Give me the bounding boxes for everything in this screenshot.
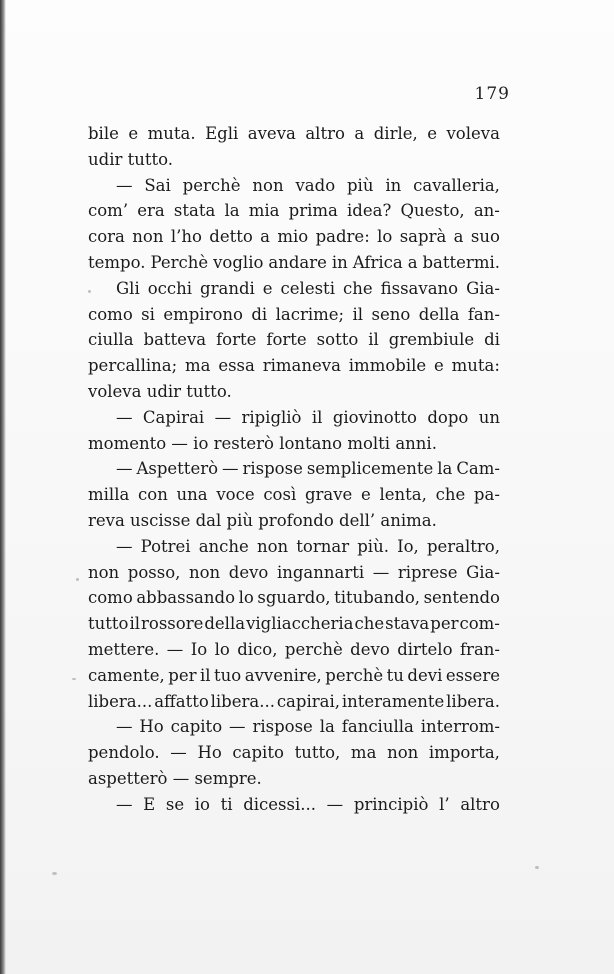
- word: interamente: [341, 691, 445, 711]
- word: milla: [88, 485, 130, 505]
- word: —: [372, 562, 390, 582]
- word: anche: [198, 536, 249, 556]
- word: —: [214, 407, 232, 427]
- word: vado: [295, 175, 336, 195]
- text-line: [88, 637, 500, 663]
- word: Io,: [397, 536, 419, 556]
- word: per: [430, 614, 459, 634]
- word: tutto,: [294, 743, 341, 763]
- word: fran-: [459, 639, 500, 659]
- word: Gli: [116, 278, 140, 298]
- word: voglio: [213, 252, 264, 272]
- word: Africa: [352, 252, 403, 272]
- text-line: voleva udir tutto.: [88, 381, 232, 401]
- word: lenta,: [379, 485, 427, 505]
- word: dico,: [237, 639, 278, 659]
- text-line: [88, 689, 500, 715]
- word: rispose: [242, 459, 303, 479]
- word: ma: [350, 743, 377, 763]
- word: fissavano: [380, 278, 459, 298]
- word: non: [252, 175, 284, 195]
- text-line: [88, 327, 500, 353]
- body-text: [88, 121, 500, 818]
- word: che: [435, 485, 466, 505]
- word: la: [224, 201, 240, 221]
- word: non: [387, 743, 419, 763]
- text-line: [88, 353, 500, 379]
- word: voleva: [446, 124, 500, 143]
- word: cavalleria,: [413, 175, 500, 195]
- word: peraltro,: [426, 536, 500, 556]
- word: a: [407, 252, 418, 272]
- word: —: [116, 717, 133, 737]
- word: celesti: [280, 278, 335, 298]
- paper-speck: [76, 578, 79, 581]
- word: sentendo: [423, 588, 500, 608]
- word: stava: [385, 614, 430, 634]
- word: detto: [209, 227, 253, 247]
- word: libera.: [446, 691, 500, 711]
- word: Gia-: [466, 278, 500, 298]
- word: mettere.: [88, 639, 160, 659]
- word: se: [165, 794, 185, 814]
- page-spine-shadow: [0, 0, 6, 974]
- word: io: [194, 794, 210, 814]
- word: prima: [288, 201, 338, 221]
- text-line: [88, 714, 500, 740]
- word: muta:: [451, 356, 500, 376]
- word: lo: [238, 588, 254, 608]
- word: como: [88, 588, 133, 608]
- word: e: [128, 124, 139, 143]
- text-line: [88, 198, 500, 224]
- word: an-: [473, 201, 500, 221]
- text-line: [88, 302, 500, 328]
- text-line: [88, 560, 500, 586]
- word: più: [347, 175, 374, 195]
- word: posso,: [127, 562, 181, 582]
- word: dirle,: [373, 124, 418, 143]
- word: tornar: [296, 536, 350, 556]
- word: immobile: [348, 356, 427, 376]
- word: —: [222, 459, 239, 479]
- word: Egli: [205, 124, 239, 143]
- word: Sai: [144, 175, 171, 195]
- word: la: [437, 459, 453, 479]
- word: fanciulla: [341, 717, 414, 737]
- word: e: [361, 485, 371, 505]
- text-line: [88, 121, 500, 147]
- word: essa: [218, 356, 255, 376]
- text-line: [88, 663, 500, 689]
- word: —: [170, 743, 187, 763]
- text-line: [88, 224, 500, 250]
- word: che: [354, 614, 385, 634]
- word: riprese: [397, 562, 458, 582]
- word: con: [138, 485, 168, 505]
- word: Perchè: [150, 252, 209, 272]
- word: Io: [190, 639, 208, 659]
- word: a: [453, 227, 464, 247]
- word: com’: [88, 201, 129, 221]
- word: così: [263, 485, 297, 505]
- text-line: [88, 250, 500, 276]
- word: non: [132, 227, 164, 247]
- word: Capirai: [142, 407, 205, 427]
- word: percallina;: [88, 356, 178, 376]
- text-line: [88, 276, 500, 302]
- word: lo: [214, 639, 230, 659]
- text-line: [88, 173, 500, 199]
- word: più.: [357, 536, 389, 556]
- word: empirono: [163, 304, 243, 324]
- word: lo: [377, 227, 393, 247]
- word: como: [88, 304, 133, 324]
- word: cora: [88, 227, 125, 247]
- word: ma: [185, 356, 211, 376]
- word: padre:: [315, 227, 370, 247]
- word: battermi.: [422, 252, 500, 272]
- word: seno: [371, 304, 411, 324]
- word: abbassando: [136, 588, 236, 608]
- word: era: [137, 201, 165, 221]
- word: la: [319, 717, 335, 737]
- word: avvenire,: [244, 665, 322, 685]
- word: capirai,: [276, 691, 340, 711]
- word: altro: [305, 124, 345, 143]
- word: giovinotto: [332, 407, 417, 427]
- word: —: [116, 175, 133, 195]
- word: perchè: [325, 665, 384, 685]
- word: com-: [459, 614, 500, 634]
- word: il: [311, 407, 323, 427]
- word: fan-: [467, 304, 500, 324]
- word: capito: [232, 743, 284, 763]
- page-number: 179: [474, 84, 510, 104]
- word: voce: [216, 485, 255, 505]
- word: sguardo,: [257, 588, 331, 608]
- word: dicessi...: [243, 794, 316, 814]
- word: —: [116, 459, 133, 479]
- word: Questo,: [400, 201, 465, 221]
- word: essere: [445, 665, 500, 685]
- word: tutto: [88, 614, 129, 634]
- word: semplicemente: [306, 459, 434, 479]
- text-line: [88, 482, 500, 508]
- word: forte: [266, 330, 307, 350]
- text-line: [88, 534, 500, 560]
- text-line: aspetterò — sempre.: [88, 768, 262, 788]
- word: e: [434, 356, 444, 376]
- word: per: [168, 665, 197, 685]
- word: si: [141, 304, 155, 324]
- word: in: [385, 175, 402, 195]
- word: l’ho: [170, 227, 202, 247]
- word: devo: [350, 639, 390, 659]
- word: Ho: [197, 743, 222, 763]
- paper-speck: [535, 866, 539, 869]
- paper-speck: [88, 290, 91, 293]
- word: a: [354, 124, 365, 143]
- word: grembiule: [388, 330, 475, 350]
- paper-speck: [72, 678, 76, 680]
- word: altro: [460, 794, 500, 814]
- word: devo: [228, 562, 269, 582]
- word: —: [116, 407, 133, 427]
- word: rossore: [141, 614, 204, 634]
- word: suo: [470, 227, 500, 247]
- word: tempo.: [88, 252, 146, 272]
- word: E: [143, 794, 156, 814]
- word: Ho: [139, 717, 164, 737]
- word: una: [176, 485, 208, 505]
- word: idea?: [347, 201, 392, 221]
- word: grandi: [200, 278, 255, 298]
- word: devi: [407, 665, 443, 685]
- word: che: [342, 278, 373, 298]
- text-line: reva uscisse dal più profondo dell’ anima.: [88, 510, 437, 530]
- text-line: udir tutto.: [88, 149, 174, 169]
- text-line: [88, 611, 500, 637]
- word: mio: [277, 227, 309, 247]
- word: non: [88, 562, 120, 582]
- word: —: [116, 536, 133, 556]
- word: il: [129, 614, 141, 634]
- word: aveva: [247, 124, 296, 143]
- word: dopo: [427, 407, 469, 427]
- word: libera...: [210, 691, 275, 711]
- word: di: [251, 304, 268, 324]
- word: e: [427, 124, 437, 143]
- word: della: [418, 304, 460, 324]
- word: occhi: [147, 278, 193, 298]
- word: stata: [173, 201, 216, 221]
- word: dirtelo: [397, 639, 453, 659]
- word: l’: [439, 794, 450, 814]
- word: non: [256, 536, 289, 556]
- word: pa-: [473, 485, 500, 505]
- word: perchè: [182, 175, 241, 195]
- word: tu: [386, 665, 404, 685]
- word: muta.: [147, 124, 196, 143]
- text-line: [88, 792, 500, 818]
- word: libera...: [88, 691, 153, 711]
- word: ripigliò: [241, 407, 302, 427]
- word: Potrei: [140, 536, 191, 556]
- word: forte: [216, 330, 257, 350]
- word: pendolo.: [88, 743, 160, 763]
- word: camente,: [88, 665, 165, 685]
- word: della: [204, 614, 246, 634]
- word: principiò: [353, 794, 429, 814]
- word: —: [116, 794, 133, 814]
- word: —: [326, 794, 344, 814]
- word: importa,: [428, 743, 500, 763]
- text-line: [88, 456, 500, 482]
- word: rimaneva: [262, 356, 341, 376]
- word: tuo: [214, 665, 242, 685]
- word: interrom-: [420, 717, 500, 737]
- text-line: [88, 585, 500, 611]
- word: di: [484, 330, 500, 350]
- word: il: [352, 304, 364, 324]
- word: il: [368, 330, 379, 350]
- word: andare: [268, 252, 327, 272]
- word: capito: [170, 717, 223, 737]
- word: un: [478, 407, 500, 427]
- word: bile: [88, 124, 119, 143]
- text-line: [88, 740, 500, 766]
- word: affatto: [154, 691, 209, 711]
- word: —: [229, 717, 246, 737]
- word: mia: [248, 201, 280, 221]
- word: in: [331, 252, 348, 272]
- word: Cam-: [456, 459, 500, 479]
- paper-speck: [52, 872, 57, 875]
- word: saprà: [399, 227, 447, 247]
- word: batteva: [143, 330, 207, 350]
- word: Gia-: [466, 562, 500, 582]
- word: grave: [304, 485, 353, 505]
- word: perchè: [284, 639, 343, 659]
- word: sotto: [316, 330, 359, 350]
- word: ti: [220, 794, 233, 814]
- word: ingannarti: [276, 562, 365, 582]
- word: —: [166, 639, 184, 659]
- text-line: momento — io resterò lontano molti anni.: [88, 433, 437, 453]
- word: non: [189, 562, 221, 582]
- word: rispose: [252, 717, 313, 737]
- word: Aspetterò: [136, 459, 219, 479]
- word: titubando,: [334, 588, 420, 608]
- text-line: [88, 405, 500, 431]
- word: lacrime;: [275, 304, 345, 324]
- word: ciulla: [88, 330, 134, 350]
- word: a: [260, 227, 270, 247]
- word: e: [262, 278, 273, 298]
- word: vigliaccheria: [246, 614, 354, 634]
- word: il: [199, 665, 211, 685]
